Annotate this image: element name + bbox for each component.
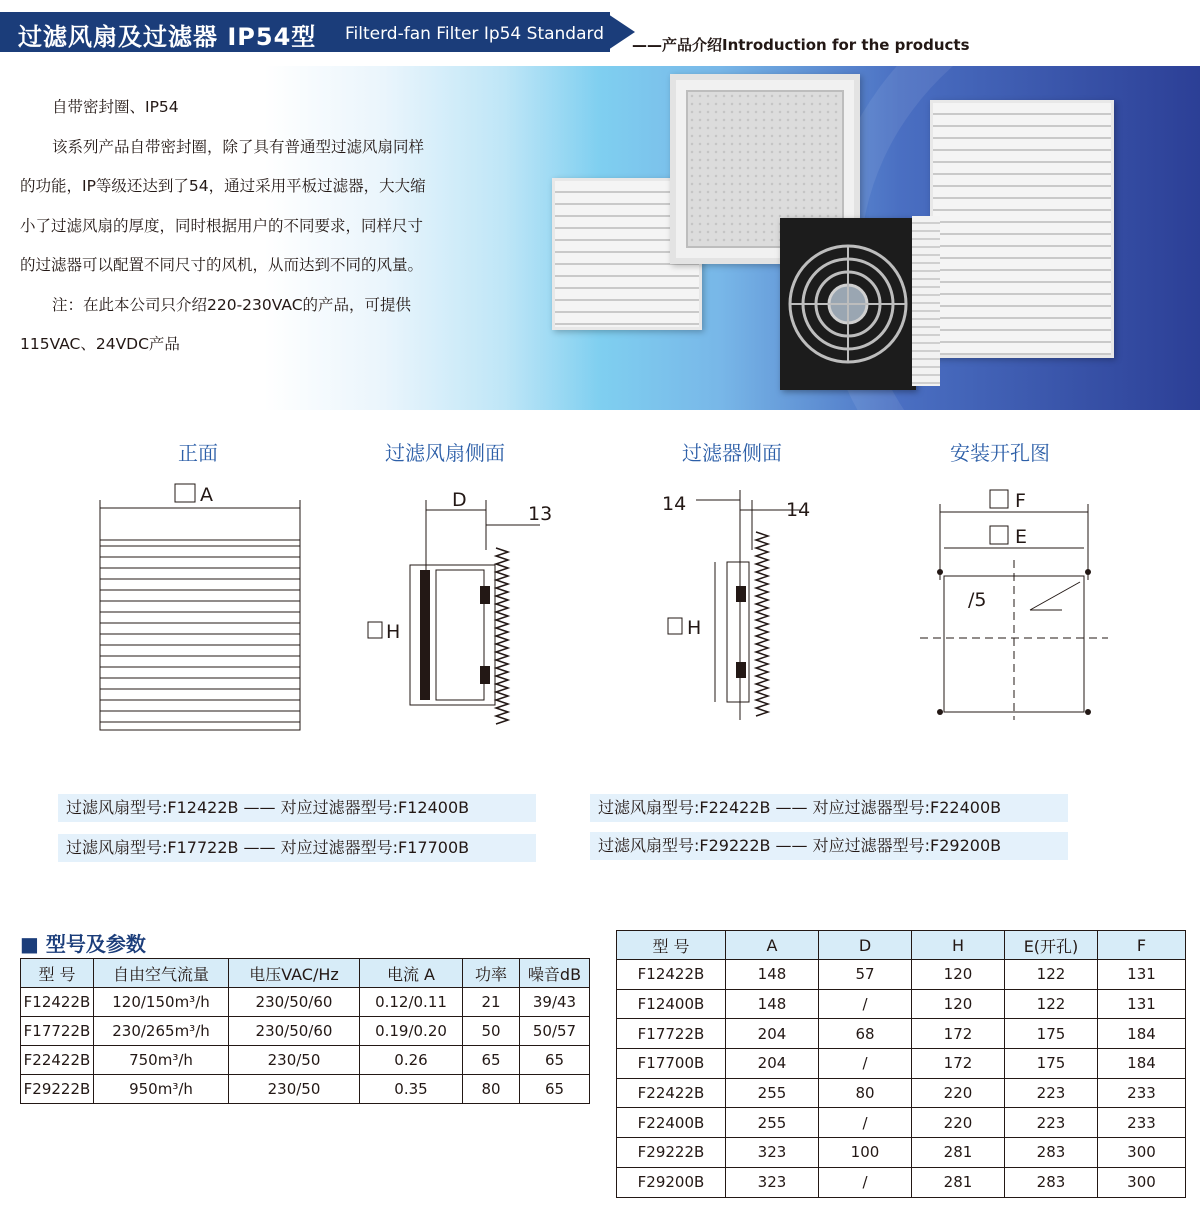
page-header: [0, 12, 970, 54]
dim-cell: F12400B: [617, 989, 726, 1019]
params-cell: 230/265m³/h: [94, 1017, 229, 1046]
title-cn: 过滤风扇及过滤器 IP54型: [18, 23, 317, 51]
intro-line: 的功能，IP等级还达到了54，通过采用平板过滤器，大大缩: [20, 177, 426, 195]
params-cell: 230/50: [229, 1046, 360, 1075]
params-cell: 950m³/h: [94, 1075, 229, 1104]
params-header-row: [21, 959, 590, 988]
dim-cell: 223: [1005, 1108, 1098, 1138]
params-cell: F17722B: [21, 1017, 94, 1046]
dim-label-h-fan: H: [386, 621, 401, 643]
params-cell: 65: [463, 1046, 520, 1075]
dim-col-header: F: [1098, 931, 1186, 960]
dim-cell: 300: [1098, 1138, 1186, 1168]
params-cell: 230/50/60: [229, 988, 360, 1017]
dim-cell: 323: [726, 1138, 819, 1168]
params-cell: 230/50: [229, 1075, 360, 1104]
dim-cell: F29200B: [617, 1167, 726, 1197]
dim-row: [617, 960, 1186, 990]
bullet-square-icon: ■: [20, 932, 39, 956]
dim-cell: 283: [1005, 1167, 1098, 1197]
dim-cell: 281: [912, 1167, 1005, 1197]
dim-cell: 220: [912, 1108, 1005, 1138]
fan-frame-side: [912, 216, 940, 386]
params-col-header: 型 号: [21, 959, 94, 988]
params-row: [21, 1075, 590, 1104]
params-cell: 50/57: [520, 1017, 590, 1046]
dim-label-radius: /5: [968, 589, 987, 611]
view-title-fan-side: 过滤风扇侧面: [385, 441, 505, 465]
dim-cell: 148: [726, 960, 819, 990]
dim-label-f: F: [1015, 490, 1026, 512]
dim-cell: 122: [1005, 989, 1098, 1019]
dim-cell: 220: [912, 1078, 1005, 1108]
dim-col-header: A: [726, 931, 819, 960]
dim-cell: 122: [1005, 960, 1098, 990]
model-pair-1: 过滤风扇型号:F12422B —— 对应过滤器型号:F12400B: [58, 794, 536, 822]
params-cell: 120/150m³/h: [94, 988, 229, 1017]
params-cell: 0.12/0.11: [360, 988, 463, 1017]
params-table: [20, 958, 590, 1104]
dim-cell: /: [819, 989, 912, 1019]
model-pair-4: 过滤风扇型号:F29222B —— 对应过滤器型号:F29200B: [590, 832, 1068, 860]
header-arrow: [605, 12, 635, 52]
dim-row: [617, 1138, 1186, 1168]
dim-row: [617, 1049, 1186, 1079]
params-col-header: 自由空气流量: [94, 959, 229, 988]
dim-row: [617, 1108, 1186, 1138]
params-title-text: 型号及参数: [45, 932, 146, 956]
intro-line: 自带密封圈、IP54: [52, 98, 179, 116]
fan-guard-icon: [780, 218, 916, 390]
params-cell: 80: [463, 1075, 520, 1104]
dim-cell: 223: [1005, 1078, 1098, 1108]
params-col-header: 功率: [463, 959, 520, 988]
front-view-drawing: [100, 484, 300, 730]
dim-cell: F17722B: [617, 1019, 726, 1049]
dim-cell: F29222B: [617, 1138, 726, 1168]
params-cell: 750m³/h: [94, 1046, 229, 1075]
dim-cell: 120: [912, 989, 1005, 1019]
dim-cell: 300: [1098, 1167, 1186, 1197]
dim-cell: 233: [1098, 1078, 1186, 1108]
dim-col-header: D: [819, 931, 912, 960]
params-row: [21, 988, 590, 1017]
dim-cell: /: [819, 1108, 912, 1138]
params-col-header: 电压VAC/Hz: [229, 959, 360, 988]
header-subtitle: ——产品介绍Introduction for the products: [632, 36, 970, 54]
dim-cell: 255: [726, 1108, 819, 1138]
params-row: [21, 1046, 590, 1075]
dim-row: [617, 989, 1186, 1019]
filter-side-drawing: [662, 490, 810, 720]
dim-cell: 204: [726, 1019, 819, 1049]
dim-cell: F22400B: [617, 1108, 726, 1138]
dim-cell: 172: [912, 1049, 1005, 1079]
dim-cell: F17700B: [617, 1049, 726, 1079]
params-cell: 21: [463, 988, 520, 1017]
dim-cell: 57: [819, 960, 912, 990]
intro-line: 小了过滤风扇的厚度，同时根据用户的不同要求，同样尺寸: [20, 216, 424, 235]
params-cell: 39/43: [520, 988, 590, 1017]
dim-cell: 131: [1098, 989, 1186, 1019]
dim-label-e: E: [1015, 526, 1028, 548]
params-cell: 0.35: [360, 1075, 463, 1104]
params-cell: 0.19/0.20: [360, 1017, 463, 1046]
dim-col-header: H: [912, 931, 1005, 960]
params-row: [21, 1017, 590, 1046]
dim-cell: 131: [1098, 960, 1186, 990]
dim-cell: F12422B: [617, 960, 726, 990]
dim-col-header: E(开孔): [1005, 931, 1098, 960]
dim-cell: 68: [819, 1019, 912, 1049]
model-pair-2: 过滤风扇型号:F17722B —— 对应过滤器型号:F17700B: [58, 834, 536, 862]
intro-line: 115VAC、24VDC产品: [20, 335, 180, 353]
dim-cell: /: [819, 1167, 912, 1197]
params-cell: 50: [463, 1017, 520, 1046]
dim-cell: 120: [912, 960, 1005, 990]
params-cell: 65: [520, 1046, 590, 1075]
cutout-drawing: [920, 490, 1108, 720]
dim-cell: 175: [1005, 1019, 1098, 1049]
title-en: Filterd-fan Filter Ip54 Standard: [345, 24, 604, 44]
dim-cell: 233: [1098, 1108, 1186, 1138]
dim-cell: 255: [726, 1078, 819, 1108]
product-fan-unit: [780, 218, 916, 390]
dim-cell: F22422B: [617, 1078, 726, 1108]
params-cell: F22422B: [21, 1046, 94, 1075]
dim-cell: 80: [819, 1078, 912, 1108]
technical-drawings: [0, 470, 1200, 770]
params-cell: F29222B: [21, 1075, 94, 1104]
dim-cell: /: [819, 1049, 912, 1079]
params-cell: 65: [520, 1075, 590, 1104]
dim-cell: 172: [912, 1019, 1005, 1049]
params-cell: F12422B: [21, 988, 94, 1017]
dim-label-14-left: 14: [662, 493, 687, 515]
dim-row: [617, 1167, 1186, 1197]
product-grille-large: [930, 100, 1114, 358]
params-col-header: 电流 A: [360, 959, 463, 988]
dim-cell: 100: [819, 1138, 912, 1168]
dim-cell: 281: [912, 1138, 1005, 1168]
dim-label-h-filter: H: [687, 617, 702, 639]
view-title-cutout: 安装开孔图: [950, 441, 1050, 465]
dim-cell: 204: [726, 1049, 819, 1079]
intro-line: 该系列产品自带密封圈，除了具有普通型过滤风扇同样: [52, 137, 425, 156]
intro-line: 注：在此本公司只介绍220-230VAC的产品，可提供: [52, 295, 412, 314]
dim-header-row: [617, 931, 1186, 960]
fan-side-drawing: [368, 489, 552, 724]
intro-line: 的过滤器可以配置不同尺寸的风机，从而达到不同的风量。: [20, 256, 424, 274]
view-title-filter-side: 过滤器侧面: [682, 441, 782, 465]
dim-label-13: 13: [528, 503, 553, 525]
dim-col-header: 型 号: [617, 931, 726, 960]
view-title-front: 正面: [178, 441, 218, 465]
params-col-header: 噪音dB: [520, 959, 590, 988]
dim-row: [617, 1019, 1186, 1049]
dim-cell: 184: [1098, 1019, 1186, 1049]
dim-cell: 323: [726, 1167, 819, 1197]
dim-cell: 283: [1005, 1138, 1098, 1168]
dim-label-d: D: [452, 489, 467, 511]
model-pair-3: 过滤风扇型号:F22422B —— 对应过滤器型号:F22400B: [590, 794, 1068, 822]
params-section-title: [20, 928, 146, 957]
dim-cell: 184: [1098, 1049, 1186, 1079]
dimension-table: [616, 930, 1186, 1198]
params-cell: 230/50/60: [229, 1017, 360, 1046]
product-banner: [0, 66, 1200, 410]
intro-text: [20, 88, 500, 365]
params-cell: 0.26: [360, 1046, 463, 1075]
dim-label-14-right: 14: [786, 499, 811, 521]
dim-label-a: A: [200, 484, 213, 506]
dim-cell: 148: [726, 989, 819, 1019]
dim-row: [617, 1078, 1186, 1108]
dim-cell: 175: [1005, 1049, 1098, 1079]
